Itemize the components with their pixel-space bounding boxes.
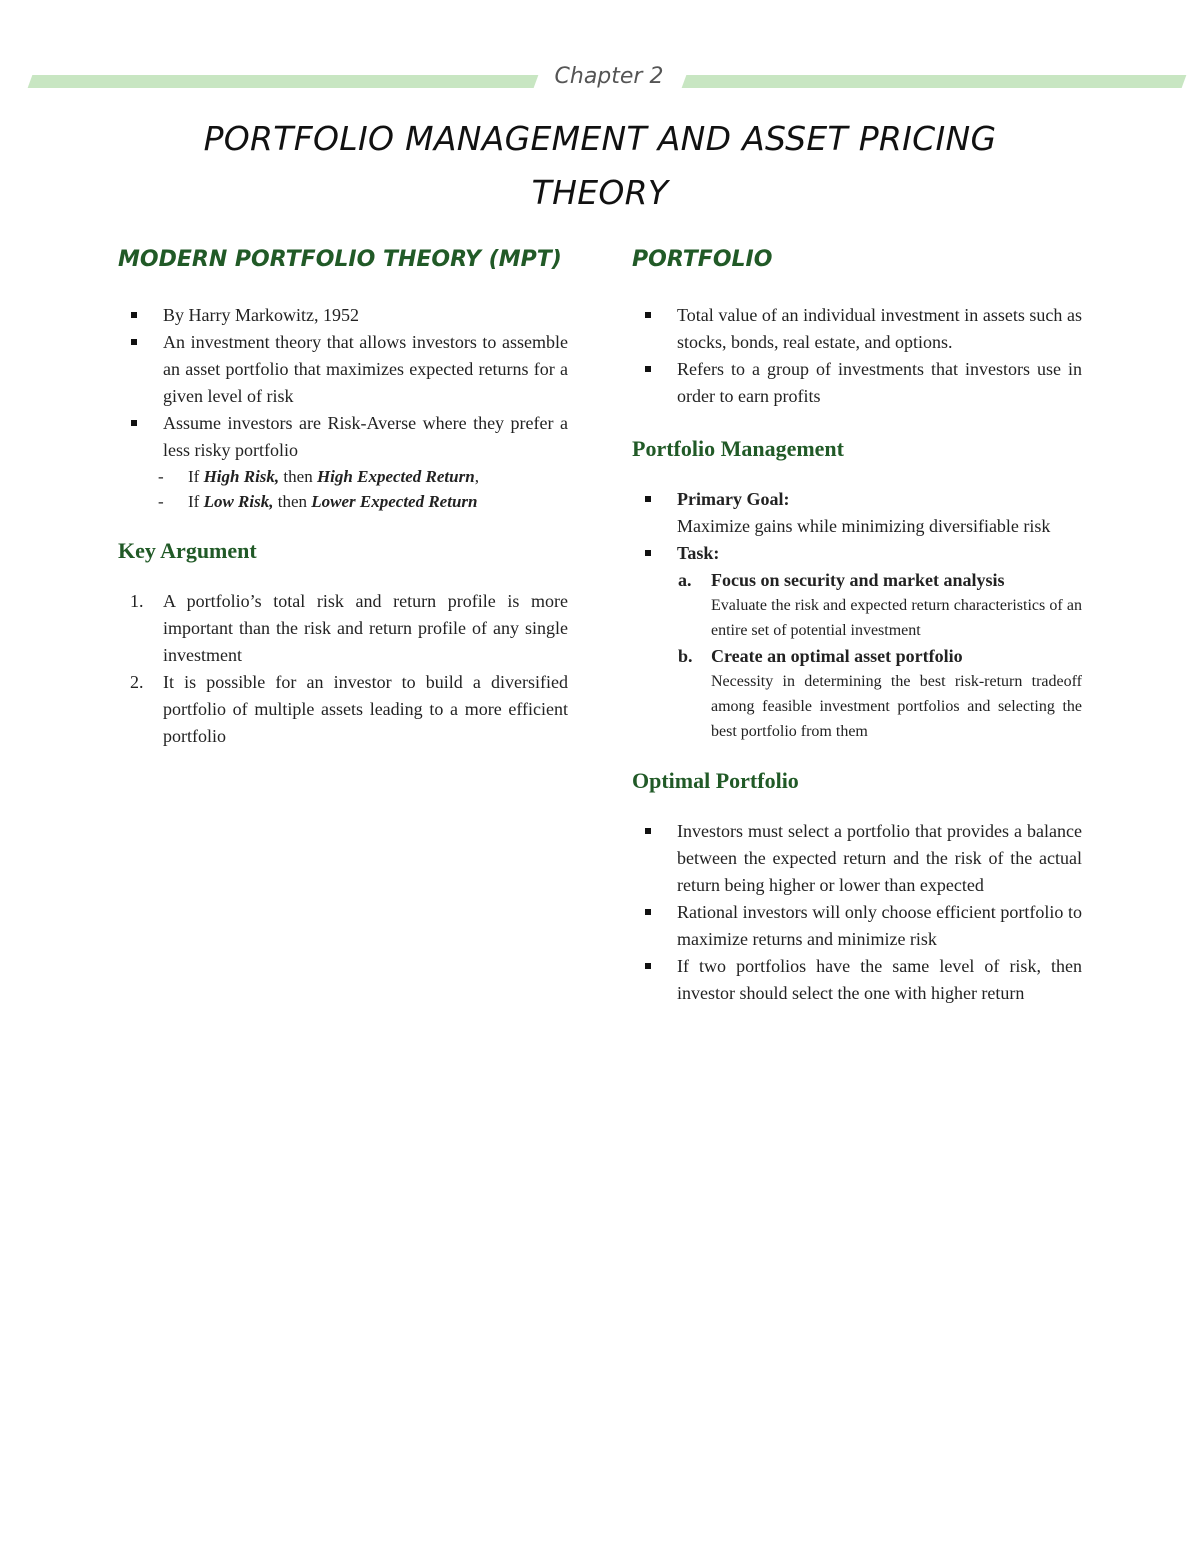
- list-item: [632, 486, 1082, 513]
- optimal-portfolio-heading: Optimal Portfolio: [632, 768, 799, 793]
- list-item: If two portfolios have the same level of risk, then investor should select the one with higher return: [632, 953, 1082, 1007]
- header-rule-left: [28, 75, 539, 88]
- title-line-1: PORTFOLIO MANAGEMENT AND ASSET PRICING: [203, 119, 997, 158]
- portfolio-heading: PORTFOLIO: [632, 247, 773, 272]
- primary-goal-text: Maximize gains while minimizing diversifiable risk: [677, 516, 1051, 536]
- task-description: Necessity in determining the best risk-return tradeoff among feasible investment portfolios and selecting the best portfolio from them: [711, 673, 1082, 740]
- list-item: [632, 540, 1082, 567]
- list-item: By Harry Markowitz, 1952: [118, 302, 568, 329]
- mpt-bullet-list: [118, 302, 568, 464]
- key-argument-list: [118, 588, 568, 750]
- risk-rule-low: - If Low Risk, then Lower Expected Return: [158, 492, 478, 511]
- title-line-2: THEORY: [531, 173, 669, 212]
- task-label: Task:: [677, 543, 720, 563]
- portfolio-bullet-list: [632, 302, 1082, 410]
- portfolio-management-list: [632, 486, 1082, 513]
- list-item: 1. A portfolio’s total risk and return profile is more important than the risk and return profile of any single investment: [130, 591, 568, 665]
- left-column: [118, 240, 568, 750]
- primary-goal-label: Primary Goal:: [677, 489, 790, 509]
- chapter-header: [30, 66, 1184, 96]
- document-title: [100, 112, 1100, 220]
- mpt-heading: MODERN PORTFOLIO THEORY (MPT): [118, 247, 562, 272]
- chapter-label: Chapter 2: [554, 64, 664, 89]
- list-item: Investors must select a portfolio that provides a balance between the expected return and the risk of the actual return being higher or lower than expected: [632, 818, 1082, 899]
- task-description: Evaluate the risk and expected return characteristics of an entire set of potential investment: [711, 597, 1082, 639]
- list-item: Assume investors are Risk-Averse where they prefer a less risky portfolio: [118, 410, 568, 464]
- risk-rule-high: - If High Risk, then High Expected Return,: [158, 467, 479, 486]
- task-item: b. Create an optimal asset portfolio: [678, 646, 963, 666]
- list-item: 2. It is possible for an investor to build a diversified portfolio of multiple assets leading to a more efficient portfolio: [130, 672, 568, 746]
- optimal-portfolio-list: [632, 818, 1082, 1007]
- task-item: a. Focus on security and market analysis: [678, 570, 1005, 590]
- header-rule-right: [682, 75, 1187, 88]
- list-item: An investment theory that allows investors to assemble an asset portfolio that maximizes expected returns for a given level of risk: [118, 329, 568, 410]
- portfolio-management-heading: Portfolio Management: [632, 436, 844, 461]
- list-item: Refers to a group of investments that investors use in order to earn profits: [632, 356, 1082, 410]
- key-argument-heading: Key Argument: [118, 538, 257, 563]
- right-column: [632, 240, 1082, 1007]
- list-item: Rational investors will only choose efficient portfolio to maximize returns and minimize risk: [632, 899, 1082, 953]
- list-item: Total value of an individual investment in assets such as stocks, bonds, real estate, and options.: [632, 302, 1082, 356]
